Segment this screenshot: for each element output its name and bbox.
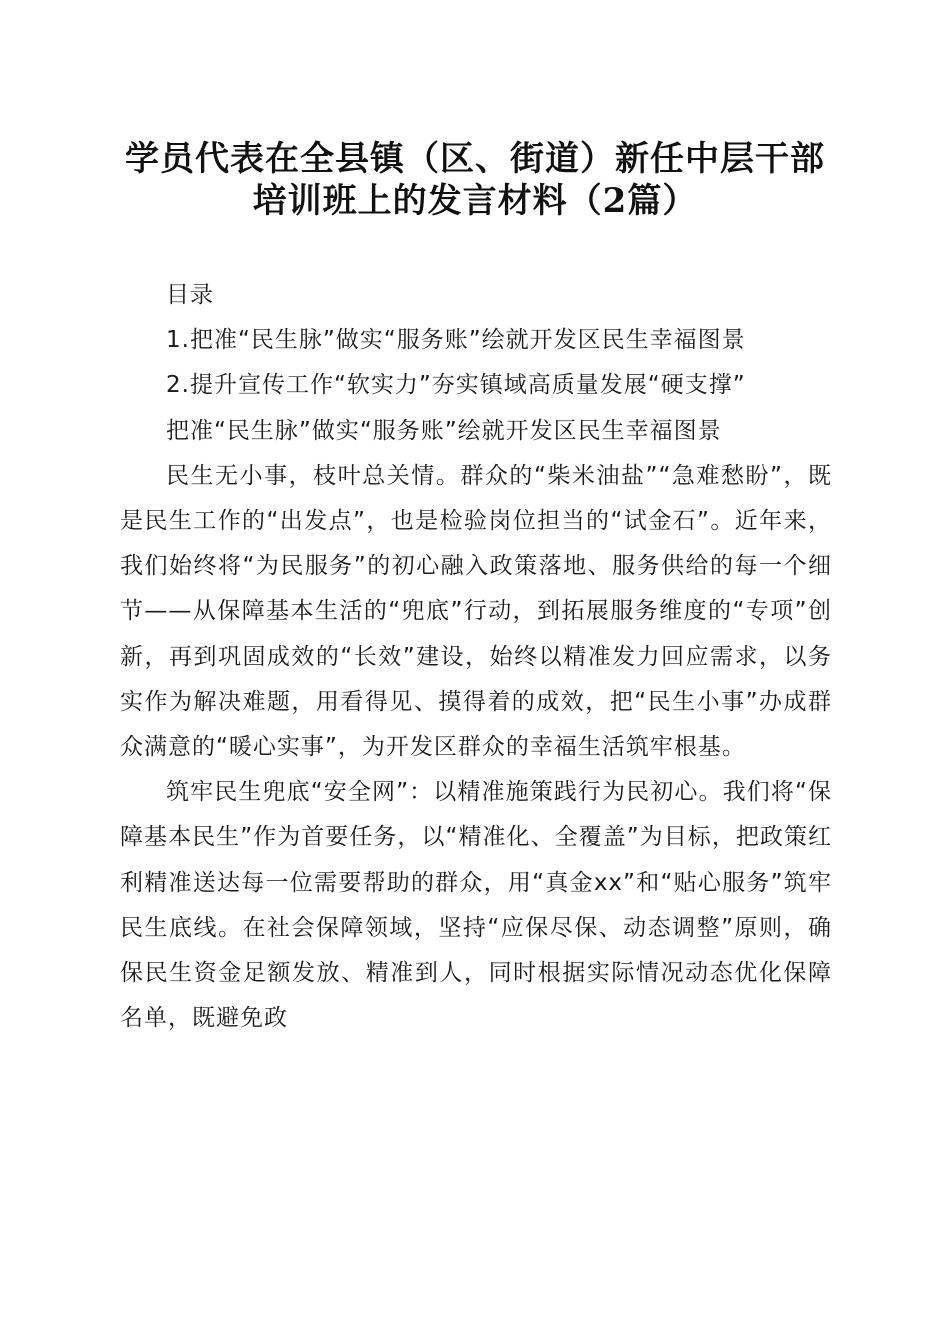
- toc-heading: 目录: [166, 282, 214, 308]
- document-body: [120, 273, 832, 1041]
- body-paragraph-2: 筑牢民生兜底“安全网”：以精准施策践行为民初心。我们将“保障基本民生”作为首要任务，以“精准化、全覆盖”为目标，把政策红利精准送达每一位需要帮助的群众，用“真金xx”和“贴心服务”筑牢民生底线。在社会保障领域，坚持“应保尽保、动态调整”原则，确保民生资金足额发放、精准到人，同时根据实际情况动态优化保障名单，既避免政: [120, 779, 832, 1032]
- body-paragraph-1: 民生无小事，枝叶总关情。群众的“柴米油盐”“急难愁盼”，既是民生工作的“出发点”，也是检验岗位担当的“试金石”。近年来，我们始终将“为民服务”的初心融入政策落地、服务供给的每一个细节——从保障基本生活的“兜底”行动，到拓展服务维度的“专项”创新，再到巩固成效的“长效”建设，始终以精准发力回应需求，以务实作为解决难题，用看得见、摸得着的成效，把“民生小事”办成群众满意的“暖心实事”，为开发区群众的幸福生活筑牢根基。: [120, 462, 832, 761]
- document-title-line-2: 培训班上的发言材料（2篇）: [252, 181, 698, 221]
- section-title: 把准“民生脉”做实“服务账”绘就开发区民生幸福图景: [166, 417, 722, 444]
- document-title-line-1: 学员代表在全县镇（区、街道）新任中层干部: [125, 139, 825, 179]
- toc-item-2: 2.提升宣传工作“软实力”夯实镇域高质量发展“硬支撑”: [166, 372, 746, 399]
- toc-item-1: 1.把准“民生脉”做实“服务账”绘就开发区民生幸福图景: [166, 327, 746, 354]
